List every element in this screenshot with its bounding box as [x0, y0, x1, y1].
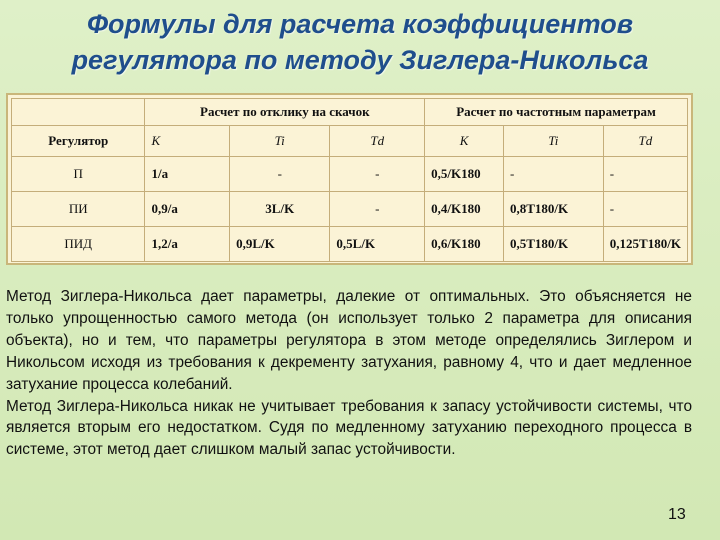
table-cell: 1,2/a	[145, 227, 230, 262]
paragraph-1: Метод Зиглера-Никольса дает параметры, далекие от оптимальных. Это объясняется не только упрощенностью самого метода (он использует только 2 параметра для описания объекта), но и тем, что параметры регулятора в этом методе определялись Зиглером и Никольсом исходя из требования к декременту затухания, равному 4, что и дает медленное затухание процесса колебаний.	[6, 288, 692, 393]
table-cell: -	[503, 157, 603, 192]
table-cell: 0,5/K180	[425, 157, 504, 192]
column-header: Регулятор	[12, 126, 145, 157]
table-row	[12, 192, 688, 227]
table-cell: -	[603, 157, 687, 192]
table-cell: 0,4/K180	[425, 192, 504, 227]
table-cell: 0,5L/K	[330, 227, 425, 262]
column-header: Ti	[230, 126, 330, 157]
column-header: Td	[330, 126, 425, 157]
table-cell: 0,8T180/K	[503, 192, 603, 227]
table-cell: -	[330, 192, 425, 227]
column-header: Ti	[503, 126, 603, 157]
group-header-step: Расчет по отклику на скачок	[145, 99, 425, 126]
column-header: K	[145, 126, 230, 157]
table-cell: -	[330, 157, 425, 192]
table-cell: П	[12, 157, 145, 192]
table-cell: 1/a	[145, 157, 230, 192]
table-cell: 3L/K	[230, 192, 330, 227]
table-column-header-row	[12, 126, 688, 157]
title-line-2: регулятора по методу Зиглера-Никольса	[71, 45, 649, 75]
table-cell: 0,5T180/K	[503, 227, 603, 262]
page-number: 13	[668, 506, 686, 523]
table-cell: 0,9/a	[145, 192, 230, 227]
coefficients-table-frame	[6, 93, 693, 265]
body-text	[6, 286, 692, 461]
table-cell: 0,125T180/K	[603, 227, 687, 262]
group-header-frequency: Расчет по частотным параметрам	[425, 99, 688, 126]
table-corner-cell	[12, 99, 145, 126]
column-header: Td	[603, 126, 687, 157]
paragraph-2: Метод Зиглера-Никольса никак не учитывает требования к запасу устойчивости системы, что является вторым его недостатком. Судя по медленному затуханию переходного процесса в системе, этот метод дает слишком малый запас устойчивости.	[6, 397, 692, 459]
table-cell: 0,6/K180	[425, 227, 504, 262]
table-row	[12, 157, 688, 192]
table-row	[12, 227, 688, 262]
column-header: K	[425, 126, 504, 157]
slide-title	[0, 6, 720, 78]
table-cell: 0,9L/K	[230, 227, 330, 262]
table-cell: -	[230, 157, 330, 192]
table-cell: -	[603, 192, 687, 227]
table-cell: ПИД	[12, 227, 145, 262]
table-group-header-row	[12, 99, 688, 126]
coefficients-table	[11, 98, 688, 262]
title-line-1: Формулы для расчета коэффициентов	[86, 9, 634, 39]
table-cell: ПИ	[12, 192, 145, 227]
